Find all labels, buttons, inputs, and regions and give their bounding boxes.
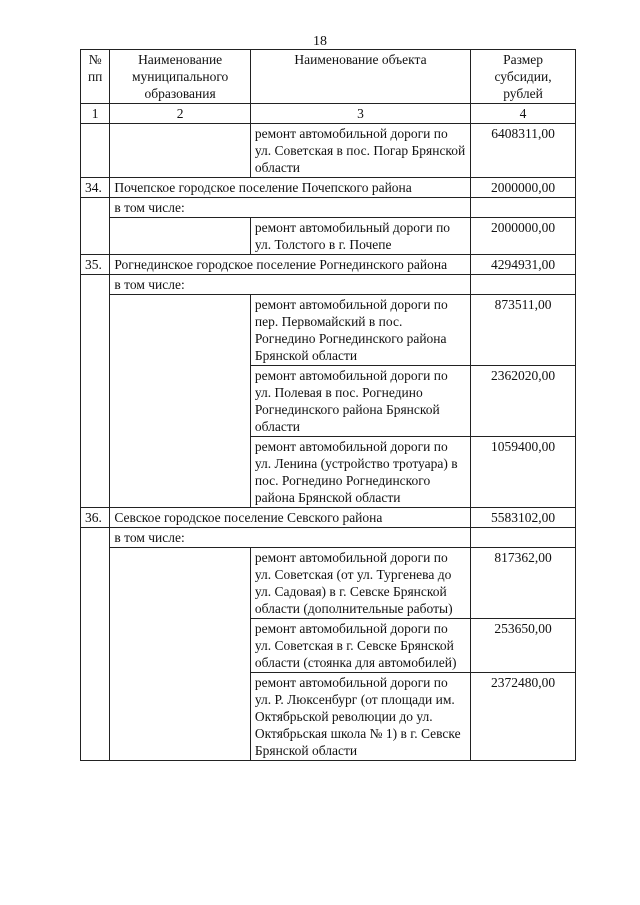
object-amount: 2000000,00 bbox=[471, 218, 576, 255]
sub-label: в том числе: bbox=[110, 275, 471, 295]
group-row bbox=[81, 178, 576, 198]
object-name: ремонт автомобильной дороги по ул. Советская (от ул. Тургенева до ул. Садовая) в г. Севске Брянской области (дополнительные работы) bbox=[250, 548, 470, 619]
object-name: ремонт автомобильной дороги по пер. Первомайский в пос. Рогнедино Рогнединского района Брянской области bbox=[250, 295, 470, 366]
header-no: № пп bbox=[81, 50, 110, 104]
object-amount: 253650,00 bbox=[471, 619, 576, 673]
column-number: 1 bbox=[81, 104, 110, 124]
sub-label: в том числе: bbox=[110, 198, 471, 218]
object-amount: 2362020,00 bbox=[471, 366, 576, 437]
group-row bbox=[81, 255, 576, 275]
object-amount: 1059400,00 bbox=[471, 437, 576, 508]
table-row bbox=[81, 218, 576, 255]
sub-label-row bbox=[81, 275, 576, 295]
group-total: 2000000,00 bbox=[471, 178, 576, 198]
group-name: Почепское городское поселение Почепского района bbox=[110, 178, 471, 198]
group-row bbox=[81, 508, 576, 528]
table-row bbox=[81, 548, 576, 619]
object-name: ремонт автомобильной дороги по ул. Ленина (устройство тротуара) в пос. Рогнедино Рогнединского района Брянской области bbox=[250, 437, 470, 508]
sub-label-row bbox=[81, 198, 576, 218]
object-name: ремонт автомобильной дороги по ул. Советская в г. Севске Брянской области (стоянка для автомобилей) bbox=[250, 619, 470, 673]
group-name: Севское городское поселение Севского района bbox=[110, 508, 471, 528]
sub-label-row bbox=[81, 528, 576, 548]
object-name: ремонт автомобильной дороги по ул. Полевая в пос. Рогнедино Рогнединского района Брянской области bbox=[250, 366, 470, 437]
page-number: 18 bbox=[313, 34, 327, 49]
column-number-row bbox=[81, 104, 576, 124]
group-index: 34. bbox=[81, 178, 110, 198]
column-number: 2 bbox=[110, 104, 251, 124]
object-amount: 873511,00 bbox=[471, 295, 576, 366]
sub-label: в том числе: bbox=[110, 528, 471, 548]
object-name: ремонт автомобильный дороги по ул. Толстого в г. Почепе bbox=[250, 218, 470, 255]
object-amount: 2372480,00 bbox=[471, 673, 576, 761]
object-name: ремонт автомобильной дороги по ул. Р. Люксенбург (от площади им. Октябрьской революции до ул. Октябрьская школа № 1) в г. Севске Брянской области bbox=[250, 673, 470, 761]
header-row bbox=[81, 50, 576, 104]
column-number: 3 bbox=[250, 104, 470, 124]
header-amount: Размер субсидии, рублей bbox=[471, 50, 576, 104]
group-total: 4294931,00 bbox=[471, 255, 576, 275]
table-row bbox=[81, 124, 576, 178]
object-name: ремонт автомобильной дороги по ул. Советская в пос. Погар Брянской области bbox=[250, 124, 470, 178]
group-index: 35. bbox=[81, 255, 110, 275]
group-total: 5583102,00 bbox=[471, 508, 576, 528]
group-name: Рогнединское городское поселение Рогнединского района bbox=[110, 255, 471, 275]
group-index: 36. bbox=[81, 508, 110, 528]
table-row bbox=[81, 295, 576, 366]
subsidy-table bbox=[80, 49, 576, 761]
header-municipality: Наименование муниципального образования bbox=[110, 50, 251, 104]
header-object: Наименование объекта bbox=[250, 50, 470, 104]
object-amount: 6408311,00 bbox=[471, 124, 576, 178]
object-amount: 817362,00 bbox=[471, 548, 576, 619]
column-number: 4 bbox=[471, 104, 576, 124]
